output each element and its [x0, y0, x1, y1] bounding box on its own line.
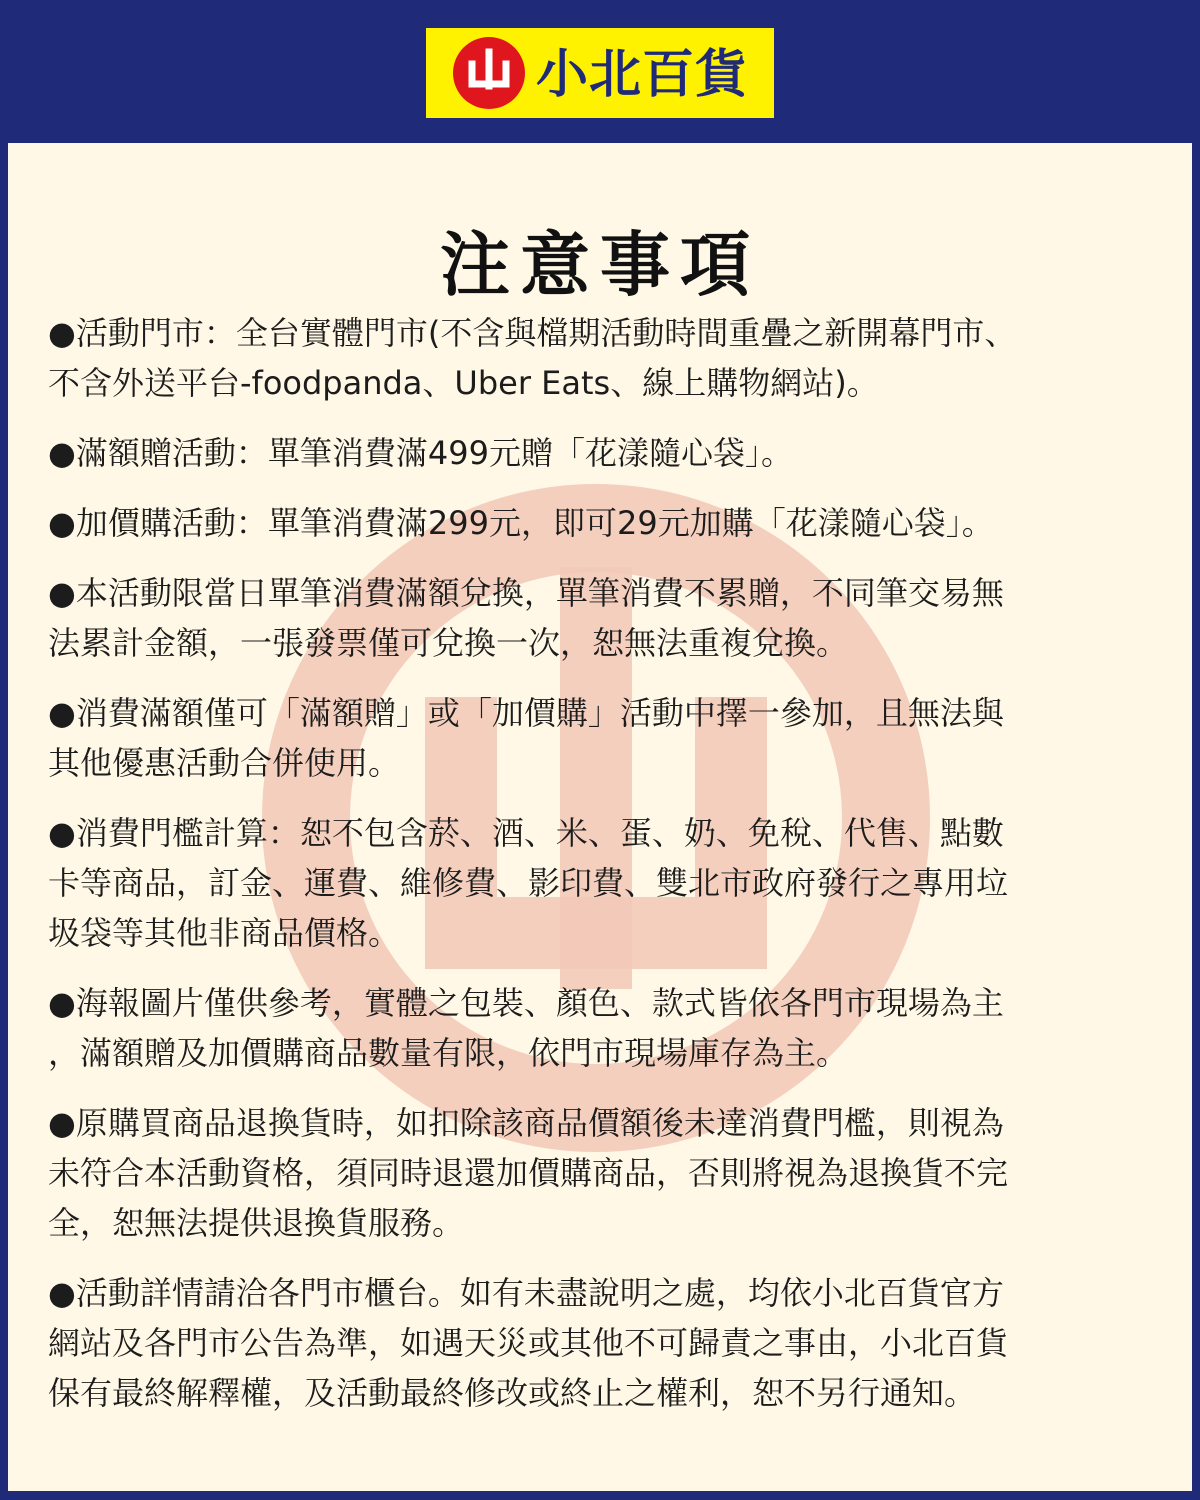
- notice-item-store-scope: ●活動門市：全台實體門市(不含與檔期活動時間重疊之新開幕門市、 不含外送平台-foodpanda、Uber Eats、線上購物網站)。: [48, 314, 1017, 402]
- notice-item-gift-with-purchase: ●滿額贈活動：單筆消費滿499元贈「花漾隨心袋」。: [48, 434, 794, 472]
- notice-item-return-policy: ●原購買商品退換貨時，如扣除該商品價額後未達消費門檻，則視為 未符合本活動資格，須同時退還加價購商品，否則將視為退換貨不完 全，恕無法提供退換貨服務。: [48, 1104, 1009, 1242]
- brand-logo: [422, 24, 778, 122]
- xiaobei-logo-icon: [452, 36, 526, 110]
- notice-item-one-offer-only: ●消費滿額僅可「滿額贈」或「加價購」活動中擇一參加，且無法與 其他優惠活動合併使用。: [48, 694, 1004, 782]
- notice-item-image-reference: ●海報圖片僅供參考，實體之包裝、顏色、款式皆依各門市現場為主 ，滿額贈及加價購商品數量有限，依門市現場庫存為主。: [48, 984, 1004, 1072]
- notice-item-same-day-rule: ●本活動限當日單筆消費滿額兌換，單筆消費不累贈，不同筆交易無 法累計金額，一張發票僅可兌換一次，恕無法重複兌換。: [48, 574, 1004, 662]
- notice-list: [48, 308, 1160, 1438]
- notice-item-final-terms: ●活動詳情請洽各門市櫃台。如有未盡說明之處，均依小北百貨官方 網站及各門市公告為準，如遇天災或其他不可歸責之事由，小北百貨 保有最終解釋權，及活動最終修改或終止之權利，恕不另行通知。: [48, 1274, 1009, 1412]
- notice-item-add-on-purchase: ●加價購活動：單筆消費滿299元，即可29元加購「花漾隨心袋」。: [48, 504, 994, 542]
- page-title: 注意事項: [440, 223, 760, 306]
- brand-name: 小北百貨: [535, 45, 748, 105]
- notice-panel: [8, 143, 1192, 1491]
- notice-item-threshold-exclusions: ●消費門檻計算：恕不包含菸、酒、米、蛋、奶、免稅、代售、點數 卡等商品，訂金、運費、維修費、影印費、雙北市政府發行之專用垃 圾袋等其他非商品價格。: [48, 814, 1009, 952]
